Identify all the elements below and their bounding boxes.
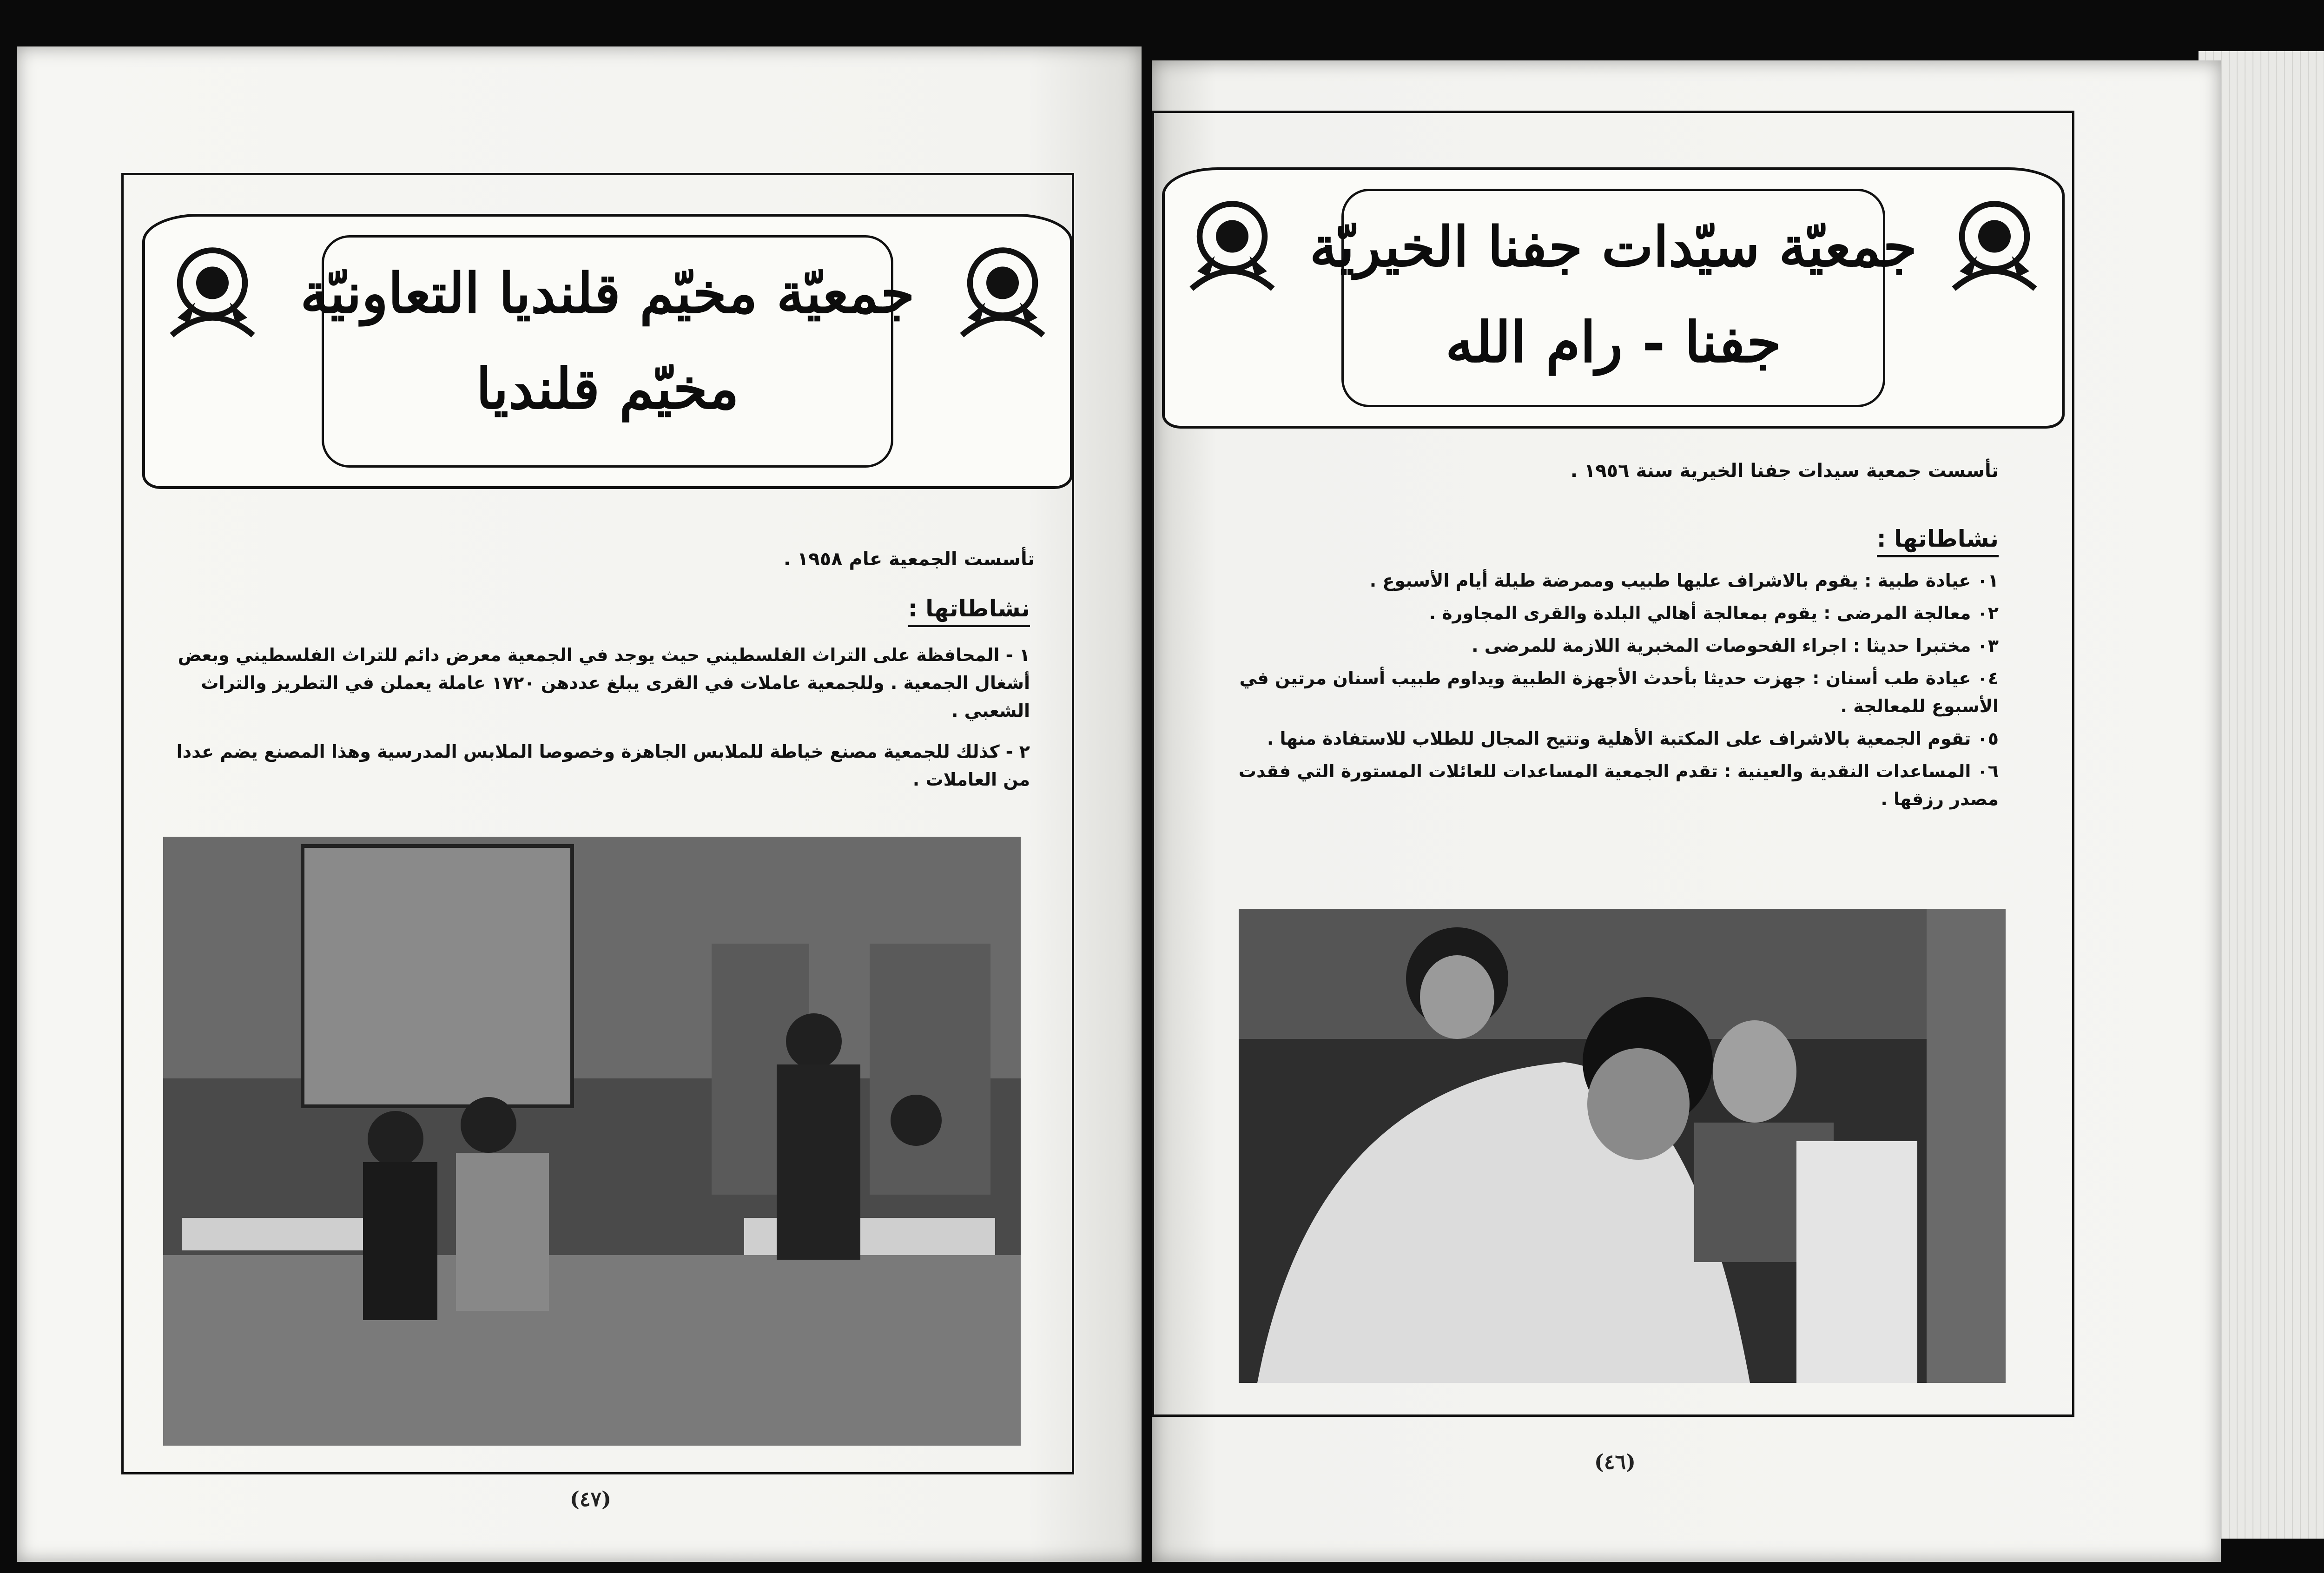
founded-text: تأسست جمعية سيدات جفنا الخيرية سنة ١٩٥٦ . — [1570, 460, 1999, 482]
activity-item: ٠١ عيادة طبية : يقوم بالاشراف عليها طبيب وممرضة طيلة أيام الأسبوع . — [1369, 570, 1999, 591]
activity-item: ١ - المحافظة على التراث الفلسطيني حيث يوجد في الجمعية معرض دائم للتراث الفلسطيني وبعض أشغال الجمعية . وللجمعية عاملات في القرى يبلغ عددهن ١٧٢٠ عاملة يعملن في التطريز والتراث الشعبي . — [178, 645, 1030, 721]
activity-item: ٠٣ مختبرا حديثا : اجراء الفحوصات المخبرية اللازمة للمرضى . — [1472, 635, 1999, 656]
activities-heading: نشاطاتها : — [908, 595, 1030, 627]
left-page — [17, 46, 1142, 1562]
activities-section — [1218, 525, 1999, 818]
sewing-workshop-photo — [163, 837, 1021, 1446]
banner-title: جمعيّة مخيّم قلنديا التعاونيّة — [300, 261, 915, 325]
activities-heading: نشاطاتها : — [1877, 525, 1999, 557]
banner-subtitle: مخيّم قلنديا — [476, 356, 739, 422]
activities-section — [147, 595, 1030, 806]
page-number: (٤٧) — [570, 1487, 611, 1511]
activity-item: ٠٢ معالجة المرضى : يقوم بمعالجة أهالي البلدة والقرى المجاورة . — [1429, 603, 1999, 623]
activity-item: ٢ - كذلك للجمعية مصنع خياطة للملابس الجاهزة وخصوصا الملابس المدرسية وهذا المصنع يضم عددا من العاملات . — [176, 741, 1030, 790]
right-banner — [1162, 167, 2065, 429]
activity-item: ٠٤ عيادة طب أسنان : جهزت حديثا بأحدث الأجهزة الطبية ويداوم طبيب أسنان مرتين في الأسبوع للمعالجة . — [1239, 668, 1999, 716]
banner-title: جمعيّة سيّدات جفنا الخيريّة — [1309, 214, 1917, 279]
page-number: (٤٦) — [1594, 1450, 1636, 1474]
activity-item: ٠٦ المساعدات النقدية والعينية : تقدم الجمعية المساعدات للعائلات المستورة التي فقدت مصدر رزقها . — [1238, 761, 1999, 809]
dental-clinic-photo — [1239, 909, 2006, 1383]
founded-text: تأسست الجمعية عام ١٩٥٨ . — [783, 549, 1035, 570]
activity-item: ٠٥ تقوم الجمعية بالاشراف على المكتبة الأهلية وتتيح المجال للطلاب للاستفادة منها . — [1267, 728, 1999, 749]
banner-subtitle: جفنا - رام الله — [1445, 310, 1782, 375]
left-banner — [142, 214, 1073, 489]
